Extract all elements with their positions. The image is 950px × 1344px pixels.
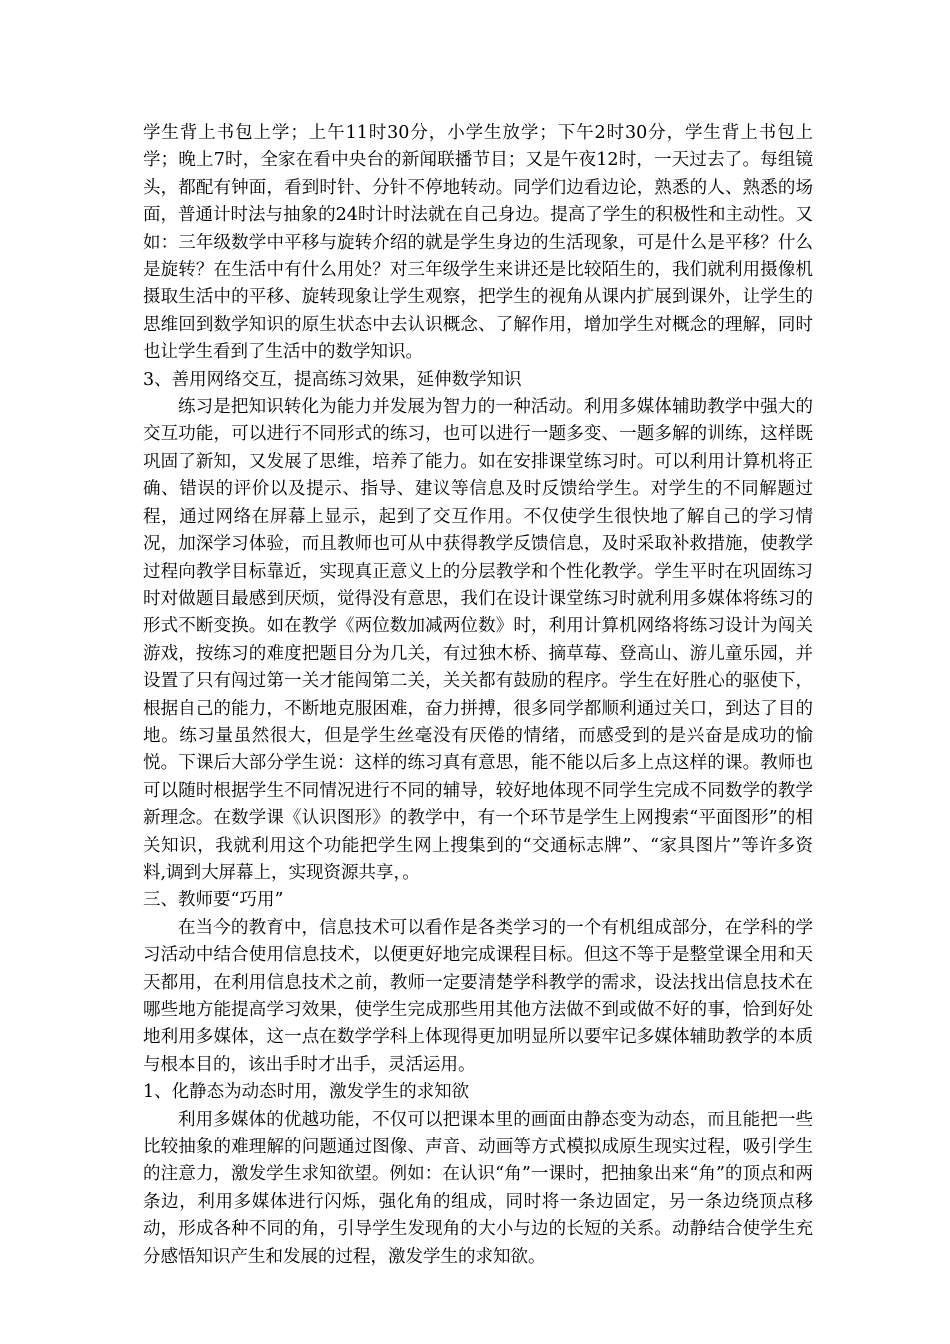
section-heading-teacher-clever-use: 三、教师要“巧用” [143, 890, 284, 911]
document-body [143, 120, 813, 1271]
section-heading-static-to-dynamic: 1、化静态为动态时用，激发学生的求知欲 [143, 1082, 470, 1103]
paragraph-clock-example: 学生背上书包上学；上午11时30分，小学生放学；下午2时30分，学生背上书包上学；晚上7时，全家在看中央台的新闻联播节目；又是午夜12时，一天过去了。每组镜头，都配有钟面，看到时针、分针不停地转动。同学们边看边论，熟悉的人、熟悉的场面，普通计时法与抽象的24时计时法就在自己身边。提高了学生的积极性和主动性。又如：三年级数学中平移与旋转介绍的就是学生身边的生活现象，可是什么是平移？什么是旋转？在生活中有什么用处？对三年级学生来讲还是比较陌生的，我们就利用摄像机摄取生活中的平移、旋转现象让学生观察，把学生的视角从课内扩展到课外，让学生的思维回到数学知识的原生状态中去认识概念、了解作用，增加学生对概念的理解，同时也让学生看到了生活中的数学知识。 [143, 123, 813, 363]
paragraph-practice-effect: 练习是把知识转化为能力并发展为智力的一种活动。利用多媒体辅助教学中强大的交互功能，可以进行不同形式的练习，也可以进行一题多变、一题多解的训练，这样既巩固了新知，又发展了思维，培养了能力。如在安排课堂练习时。可以利用计算机将正确、错误的评价以及提示、指导、建议等信息及时反馈给学生。对学生的不同解题过程，通过网络在屏幕上显示，起到了交互作用。不仅使学生很快地了解自己的学习情况，加深学习体验，而且教师也可从中获得教学反馈信息，及时采取补救措施，使教学过程向教学目标靠近，实现真正意义上的分层教学和个性化教学。学生平时在巩固练习时对做题目最感到厌烦，觉得没有意思，我们在设计课堂练习时就利用多媒体将练习的形式不断变换。如在教学《两位数加减两位数》时，利用计算机网络将练习设计为闯关游戏，按练习的难度把题目分为几关，有过独木桥、摘草莓、登高山、游儿童乐园，并设置了只有闯过第一关才能闯第二关，关关都有鼓励的程序。学生在好胜心的驱使下，根据自己的能力，不断地克服困难，奋力拼搏，很多同学都顺利通过关口，到达了目的地。练习量虽然很大，但是学生丝毫没有厌倦的情绪，而感受到的是兴奋是成功的愉悦。下课后大部分学生说：这样的练习真有意思，能不能以后多上点这样的课。教师也可以随时根据学生不同情况进行不同的辅导，较好地体现不同学生完成不同数学的教学新理念。在数学课《认识图形》的教学中，有一个环节是学生上网搜索“平面图形”的相关知识，我就利用这个功能把学生网上搜集到的“交通标志牌”、“家具图片”等许多资料,调到大屏幕上，实现资源共享，。 [143, 397, 813, 883]
paragraph-multimedia-angle: 利用多媒体的优越功能，不仅可以把课本里的画面由静态变为动态，而且能把一些比较抽象的难理解的问题通过图像、声音、动画等方式模拟成原生现实过程，吸引学生的注意力，激发学生求知欲望。例如：在认识“角”一课时，把抽象出来“角”的顶点和两条边，利用多媒体进行闪烁，强化角的组成，同时将一条边固定，另一条边绕顶点移动，形成各种不同的角，引导学生发现角的大小与边的长短的关系。动静结合使学生充分感悟知识产生和发展的过程，激发学生的求知欲。 [143, 1109, 813, 1267]
section-heading-network-interaction: 3、善用网络交互，提高练习效果，延伸数学知识 [143, 369, 522, 390]
paragraph-information-technology: 在当今的教育中，信息技术可以看作是各类学习的一个有机组成部分，在学科的学习活动中结合使用信息技术，以便更好地完成课程目标。但这不等于是整堂课全用和天天都用，在利用信息技术之前，教师一定要清楚学科教学的需求，设法找出信息技术在哪些地方能提高学习效果，使学生完成那些用其他方法做不到或做不好的事，恰到好处地利用多媒体，这一点在数学学科上体现得更加明显所以要牢记多媒体辅助教学的本质与根本目的，该出手时才出手，灵活运用。 [143, 917, 813, 1075]
